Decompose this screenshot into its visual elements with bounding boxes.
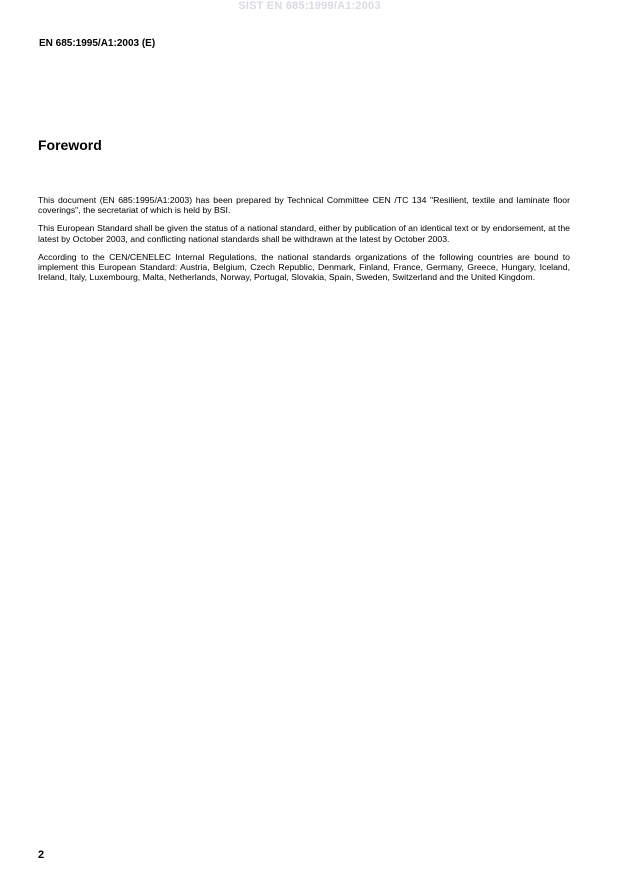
paragraph-preparation: This document (EN 685:1995/A1:2003) has been prepared by Technical Committee CEN /TC 134 "Resilient, textile and laminate floor coverings", the secretariat of which is held by BSI. bbox=[38, 195, 570, 216]
paragraph-status: This European Standard shall be given the status of a national standard, either by publication of an identical text or by endorsement, at the latest by October 2003, and conflicting national standards shall be withdrawn at the latest by October 2003. bbox=[38, 223, 570, 244]
paragraph-countries: According to the CEN/CENELEC Internal Regulations, the national standards organizations of the following countries are bound to implement this European Standard: Austria, Belgium, Czech Republic, Denmark, Finland, France, Germany, Greece, Hungary, Iceland, Ireland, Italy, Luxembourg, Malta, Netherlands, Norway, Portugal, Slovakia, Spain, Sweden, Switzerland and the United Kingdom. bbox=[38, 251, 570, 283]
watermark-text: SIST EN 685:1999/A1:2003 bbox=[238, 0, 381, 12]
page-number: 2 bbox=[38, 849, 45, 861]
document-id: EN 685:1995/A1:2003 (E) bbox=[39, 38, 156, 49]
section-title: Foreword bbox=[38, 137, 102, 153]
foreword-body bbox=[38, 195, 570, 290]
